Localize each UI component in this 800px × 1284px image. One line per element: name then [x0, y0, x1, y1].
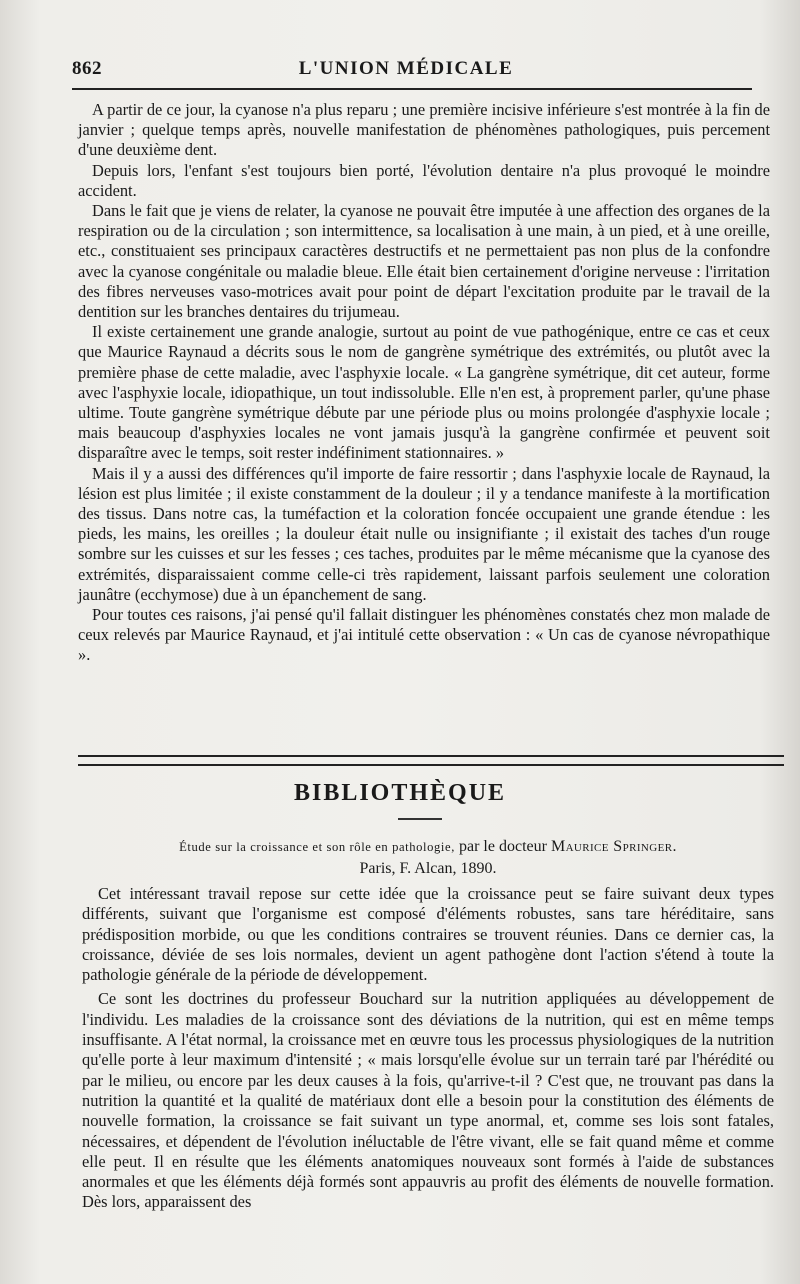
book-author: Maurice Springer.: [550, 838, 677, 855]
article-paragraph: Il existe certainement une grande analogie, surtout au point de vue pathogénique, entre ce cas et ceux que Maurice Raynaud a décrits sous le nom de gangrène symétrique des extrémités, ou plutôt avec la première phase de cette maladie, avec l'asphyxie locale. « La gangrène symétrique, dit cet auteur, forme avec l'asphyxie locale, idiopathique, un tout indissoluble. Elle n'en est, à proprement parler, qu'une phase ultime. Toute gangrène symétrique débute par une période plus ou moins prolongée d'asphyxie locale ; mais beaucoup d'asphyxies locales ne vont jamais jusqu'à la gangrène confirmée et peuvent soit disparaître avec le temps, soit rester indéfiniment stationnaires. »: [78, 322, 770, 463]
article-paragraph: Depuis lors, l'enfant s'est toujours bien porté, l'évolution dentaire n'a plus provoqué le moindre accident.: [78, 160, 770, 200]
page-number: 862: [72, 58, 102, 79]
page-header: [72, 56, 740, 82]
book-title: Étude sur la croissance et son rôle en pathologie,: [179, 840, 455, 854]
article-paragraph: Dans le fait que je viens de relater, la cyanose ne pouvait être imputée à une affection des organes de la respiration ou de la circulation ; son intermittence, sa localisation à une main, à un pied, et à une oreille, etc., constituaient ses principaux caractères destructifs et ne permettaient pas non plus de la confondre avec la cyanose congénitale ou maladie bleue. Elle était bien certainement d'origine nerveuse : l'irritation des fibres nerveuses vaso-motrices avait pour point de départ l'excitation produite par le travail de la dentition sur les branches dentaires du trijumeau.: [78, 201, 770, 322]
book-publication: Paris, F. Alcan, 1890.: [359, 860, 497, 877]
book-reference: [88, 836, 768, 879]
review-body: [82, 884, 774, 1217]
header-rule: [72, 88, 752, 90]
running-title: L'UNION MÉDICALE: [298, 58, 514, 79]
section-divider: [78, 755, 784, 766]
article-body: [78, 100, 770, 666]
article-paragraph: Pour toutes ces raisons, j'ai pensé qu'il fallait distinguer les phénomènes constatés chez mon malade de ceux relevés par Maurice Raynaud, et j'ai intitulé cette observation : « Un cas de cyanose névropathique ».: [78, 605, 770, 665]
article-paragraph: A partir de ce jour, la cyanose n'a plus reparu ; une première incisive inférieure s'est montrée à la fin de janvier ; quelque temps après, nouvelle manifestation de phénomènes pathologiques, puis percement d'une deuxième dent.: [78, 100, 770, 160]
title-underline: [398, 818, 442, 820]
section-title: BIBLIOTHÈQUE: [293, 780, 507, 806]
article-paragraph: Mais il y a aussi des différences qu'il importe de faire ressortir ; dans l'asphyxie locale de Raynaud, la lésion est plus limitée ; il existe constamment de la douleur ; il y a tendance manifeste à la mortification des tissus. Dans notre cas, la tuméfaction et la coloration foncée occupaient une grande étendue : les pieds, les mains, les oreilles ; la douleur était nulle ou insignifiante ; il existait des taches d'un rouge sombre sur les cuisses et sur les fesses ; ces taches, produites par le même mécanisme que la cyanose des extrémités, disparaissaient comme celle-ci très rapidement, laissant parfois seulement une coloration jaunâtre (ecchymose) due à un épanchement de sang.: [78, 463, 770, 604]
author-prefix: par le docteur: [454, 838, 551, 855]
review-paragraph: Cet intéressant travail repose sur cette idée que la croissance peut se faire suivant deux types différents, suivant que l'organisme est composé d'éléments robustes, sans tare héréditaire, sans prédisposition morbide, ou que les conditions contraires se trouvent réunies. Dans ce dernier cas, la croissance, déviée de ses lois normales, devient un agent pathogène dont l'action s'étend à toute la pathologie générale de la période de développement.: [82, 884, 774, 985]
book-reference-line: [88, 836, 768, 858]
review-paragraph: Ce sont les doctrines du professeur Bouchard sur la nutrition appliquées au développement de l'individu. Les maladies de la croissance sont des déviations de la nutrition, qui est en même temps insuffisante. A l'état normal, la croissance met en œuvre tous les processus physiologiques de la nutrition qu'elle porte à leur maximum d'intensité ; « mais lorsqu'elle évolue sur un terrain taré par l'hérédité ou par le milieu, ou encore par les deux causes à la fois, qu'arrive-t-il ? C'est que, ne trouvant pas dans la nutrition la quantité et la qualité de matériaux dont elle a besoin pour la constitution des éléments de nouvelle formation, la croissance se fait suivant un type anormal, et, comme ses lois sont fatales, nécessaires, et dépendent de l'évolution inéluctable de l'être vivant, elle se fait quand même et comme elle peut. Il en résulte que les éléments anatomiques nouveaux sont formés à l'aide de substances anormales et que les éléments déjà formés sont appauvris au profit des éléments de nouvelle formation. Dès lors, apparaissent des: [82, 989, 774, 1212]
